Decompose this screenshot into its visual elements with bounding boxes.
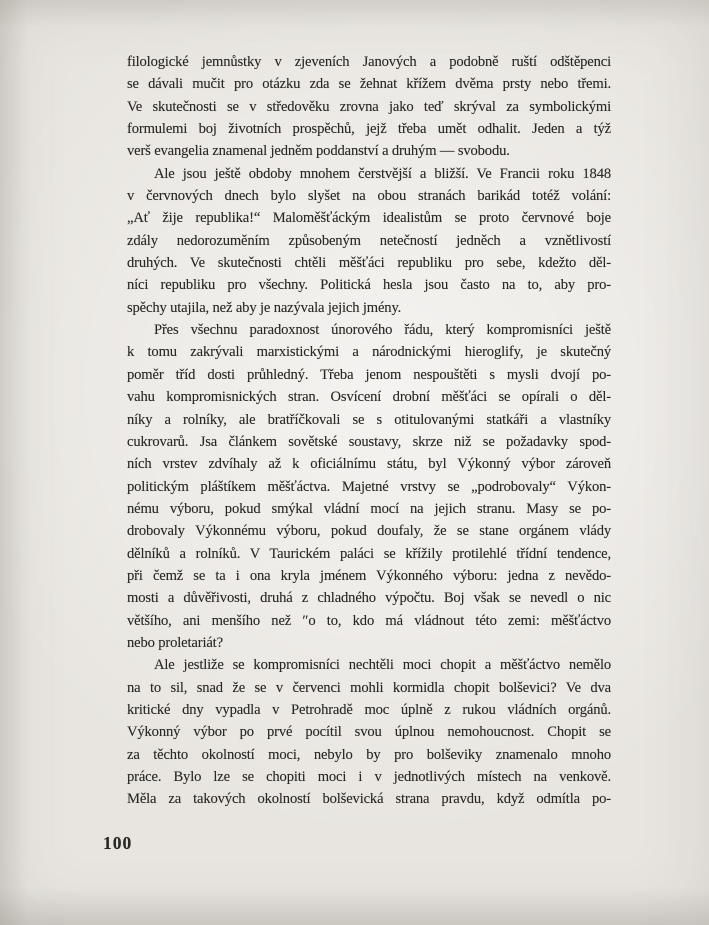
text-line: poměr tříd dosti průhledný. Třeba jenom nespouštěti s mysli dvojí po- xyxy=(127,366,611,383)
text-line: práce. Bylo lze se chopiti moci i v jednotlivých místech na venkově. xyxy=(127,769,611,785)
page-text-block xyxy=(127,51,611,811)
text-line: kritické dny vypadla v Petrohradě moc úplně z rukou vládních orgánů. xyxy=(127,701,611,718)
text-line: Výkonný výbor po prvé pocítil svou úplnou nemohoucnost. Chopit se xyxy=(127,724,611,741)
text-line: většího, ani menšího než ″o to, kdo má vládnout této zemi: měšťáctvo xyxy=(127,612,611,629)
text-line: zdály nedorozuměním způsobeným netečností jedněch a vznětlivostí xyxy=(127,232,611,249)
text-line: spěchy utajila, než aby je nazývala jejich jmény. xyxy=(127,299,402,316)
text-line: Přes všechnu paradoxnost únorového řádu, který kompromisníci ještě xyxy=(154,322,611,339)
text-line: k tomu zakrývali marxistickými a národnickými hieroglify, je skutečný xyxy=(127,344,611,361)
text-line: nému výboru, pokud smýkal vládní mocí na jejich stranu. Masy se po- xyxy=(127,500,611,517)
text-line: nebo proletariát? xyxy=(127,634,223,651)
text-line: drobovaly Výkonnému výboru, pokud doufaly, že se stane orgánem vlády xyxy=(127,523,611,540)
text-line: vahu kompromisnických stran. Osvícení drobní měšťáci se opírali o děl- xyxy=(127,389,611,406)
text-line: v červnových dnech bylo slyšet na obou stranách barikád totéž volání: xyxy=(127,188,611,205)
text-line: dělníků a rolníků. V Taurickém paláci se křížily protilehlé třídní tendence, xyxy=(127,545,611,562)
text-line: formulemi boj životních prospěchů, jejž třeba umět odhalit. Jeden a týž xyxy=(127,121,611,138)
page-number: 100 xyxy=(103,833,133,853)
paragraph xyxy=(127,654,611,810)
text-line: Měla za takových okolností bolševická strana pravdu, když odmítla po- xyxy=(127,791,611,808)
paragraph xyxy=(127,163,611,319)
text-line: mosti a důvěřivosti, druhá z chladného výpočtu. Boj však se nevedl o nic xyxy=(127,590,611,607)
text-line: druhých. Ve skutečnosti chtěli měšťáci republiku pro sebe, kdežto děl- xyxy=(127,255,611,272)
text-line: se dávali mučit pro otázku zda se žehnat křížem dvěma prsty nebo třemi. xyxy=(127,76,611,93)
text-line: za těchto okolností moci, nebylo by pro bolševiky znamenalo mnoho xyxy=(127,746,611,763)
text-line: filologické jemnůstky v zjeveních Janových a podobně ruští odštěpenci xyxy=(127,54,611,70)
text-line: níky a rolníky, ale bratříčkovali se s otitulovanými statkáři a vlastníky xyxy=(127,411,611,428)
text-line: politickým pláštíkem měšťáctva. Majetné vrstvy se „podrobovaly“ Výkon- xyxy=(127,478,611,495)
text-line: Ve skutečnosti se v středověku zrovna jako teď skrýval za symbolickými xyxy=(127,98,611,115)
text-line: verš evangelia znamenal jedněm poddanství a druhým — svobodu. xyxy=(127,143,510,160)
text-line: ních vrstev zdvíhaly až k oficiálnímu státu, byl Výkonný výbor zároveň xyxy=(127,456,611,473)
paragraph xyxy=(127,51,611,163)
text-line: níci republiku pro všechny. Politická hesla jsou často na to, aby pro- xyxy=(127,277,611,294)
text-line: při čemž se ta i ona kryla jménem Výkonného výboru: jedna z nevědo- xyxy=(127,567,611,584)
text-line: „Ať žije republika!“ Maloměšťáckým idealistům se proto červnové boje xyxy=(127,210,611,227)
text-line: Ale jsou ještě obdoby mnohem čerstvější a bližší. Ve Francii roku 1848 xyxy=(154,165,611,182)
text-line: cukrovarů. Jsa článkem sovětské soustavy, skrze niž se požadavky spod- xyxy=(127,433,611,450)
text-line: na to sil, snad že se v červenci mohli kormidla chopit bolševici? Ve dva xyxy=(127,679,611,696)
paragraph xyxy=(127,319,611,654)
text-line: Ale jestliže se kompromisníci nechtěli moci chopit a měšťáctvo nemělo xyxy=(154,657,611,674)
